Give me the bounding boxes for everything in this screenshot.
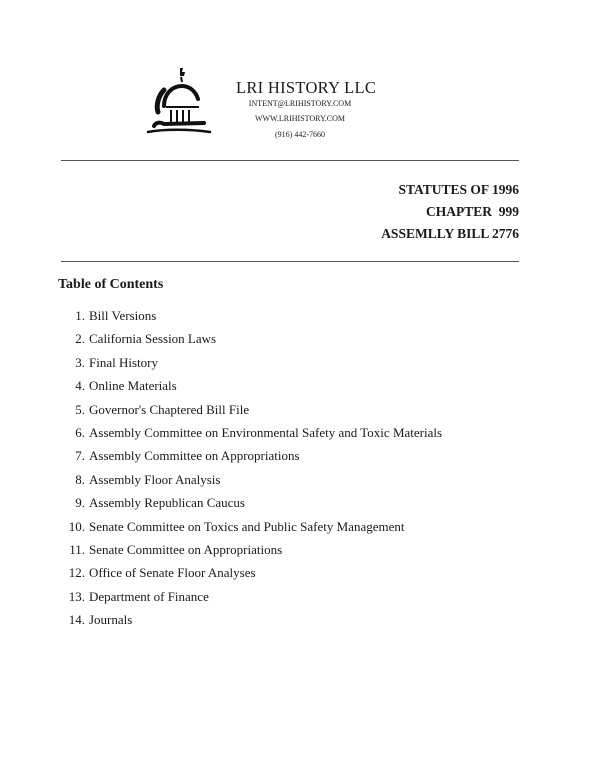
statute-bill: ASSEMLLY BILL 2776 xyxy=(381,226,519,241)
contact-website[interactable]: WWW.LRIHISTORY.COM xyxy=(254,114,346,123)
toc-item[interactable] xyxy=(61,468,442,491)
toc-item[interactable] xyxy=(61,515,442,538)
toc-item-number: 14. xyxy=(68,612,85,628)
toc-item-label: Bill Versions xyxy=(89,308,157,323)
toc-item-label: Assembly Committee on Appropriations xyxy=(89,448,300,464)
toc-item-label: Assembly Floor Analysis xyxy=(89,471,221,487)
statute-chapter: CHAPTER 999 xyxy=(425,204,519,219)
toc-item-label: Department of Finance xyxy=(89,588,209,604)
toc-list xyxy=(61,304,442,631)
toc-item-label: Online Materials xyxy=(89,378,177,394)
toc-item-label: Governor's Chaptered Bill File xyxy=(89,401,250,417)
toc-item[interactable] xyxy=(61,491,442,514)
toc-item-number: 13. xyxy=(68,588,85,604)
toc-title: Table of Contents xyxy=(58,277,164,292)
toc-item-number: 10. xyxy=(68,518,85,534)
toc-item-label: Office of Senate Floor Analyses xyxy=(89,565,256,581)
toc-item-label: Senate Committee on Toxics and Public Safety Management xyxy=(89,518,405,534)
toc-item[interactable] xyxy=(61,351,442,374)
toc-item[interactable] xyxy=(61,398,442,421)
toc-item[interactable] xyxy=(61,327,442,350)
toc-item-number: 4. xyxy=(75,378,85,394)
toc-item[interactable] xyxy=(61,538,442,561)
contact-phone: (916) 442-7660 xyxy=(275,130,325,139)
toc-item[interactable] xyxy=(61,374,442,397)
toc-item-number: 11. xyxy=(69,541,85,557)
toc-item-number: 6. xyxy=(75,424,85,440)
toc-item-number: 8. xyxy=(75,471,85,487)
toc-item[interactable] xyxy=(61,585,442,608)
toc-item-number: 1. xyxy=(75,308,85,323)
statute-divider xyxy=(61,261,519,262)
toc-item-number: 2. xyxy=(75,331,85,347)
toc-item-number: 7. xyxy=(75,448,85,464)
header-divider xyxy=(61,160,519,161)
toc-item-number: 3. xyxy=(75,354,85,370)
toc-item-number: 12. xyxy=(68,565,85,581)
toc-item-label: Assembly Committee on Environmental Safety and Toxic Materials xyxy=(89,424,443,440)
toc-item-label: Assembly Republican Caucus xyxy=(89,495,245,511)
toc-item[interactable] xyxy=(61,421,442,444)
capitol-dome-logo-icon xyxy=(144,66,214,138)
toc-item-label: Senate Committee on Appropriations xyxy=(89,541,283,557)
toc-item-label: California Session Laws xyxy=(89,331,217,347)
toc-item-number: 5. xyxy=(75,401,85,417)
toc-item[interactable] xyxy=(61,444,442,467)
statute-year: STATUTES OF 1996 xyxy=(398,182,519,197)
toc-item-label: Final History xyxy=(89,354,158,370)
contact-email[interactable]: INTENT@LRIHISTORY.COM xyxy=(248,99,352,108)
company-name: LRI HISTORY LLC xyxy=(236,78,377,97)
toc-item[interactable] xyxy=(61,304,442,327)
toc-item-number: 9. xyxy=(75,495,85,511)
toc-item-label: Journals xyxy=(89,612,133,628)
toc-item[interactable] xyxy=(61,608,442,631)
toc-item[interactable] xyxy=(61,561,442,584)
